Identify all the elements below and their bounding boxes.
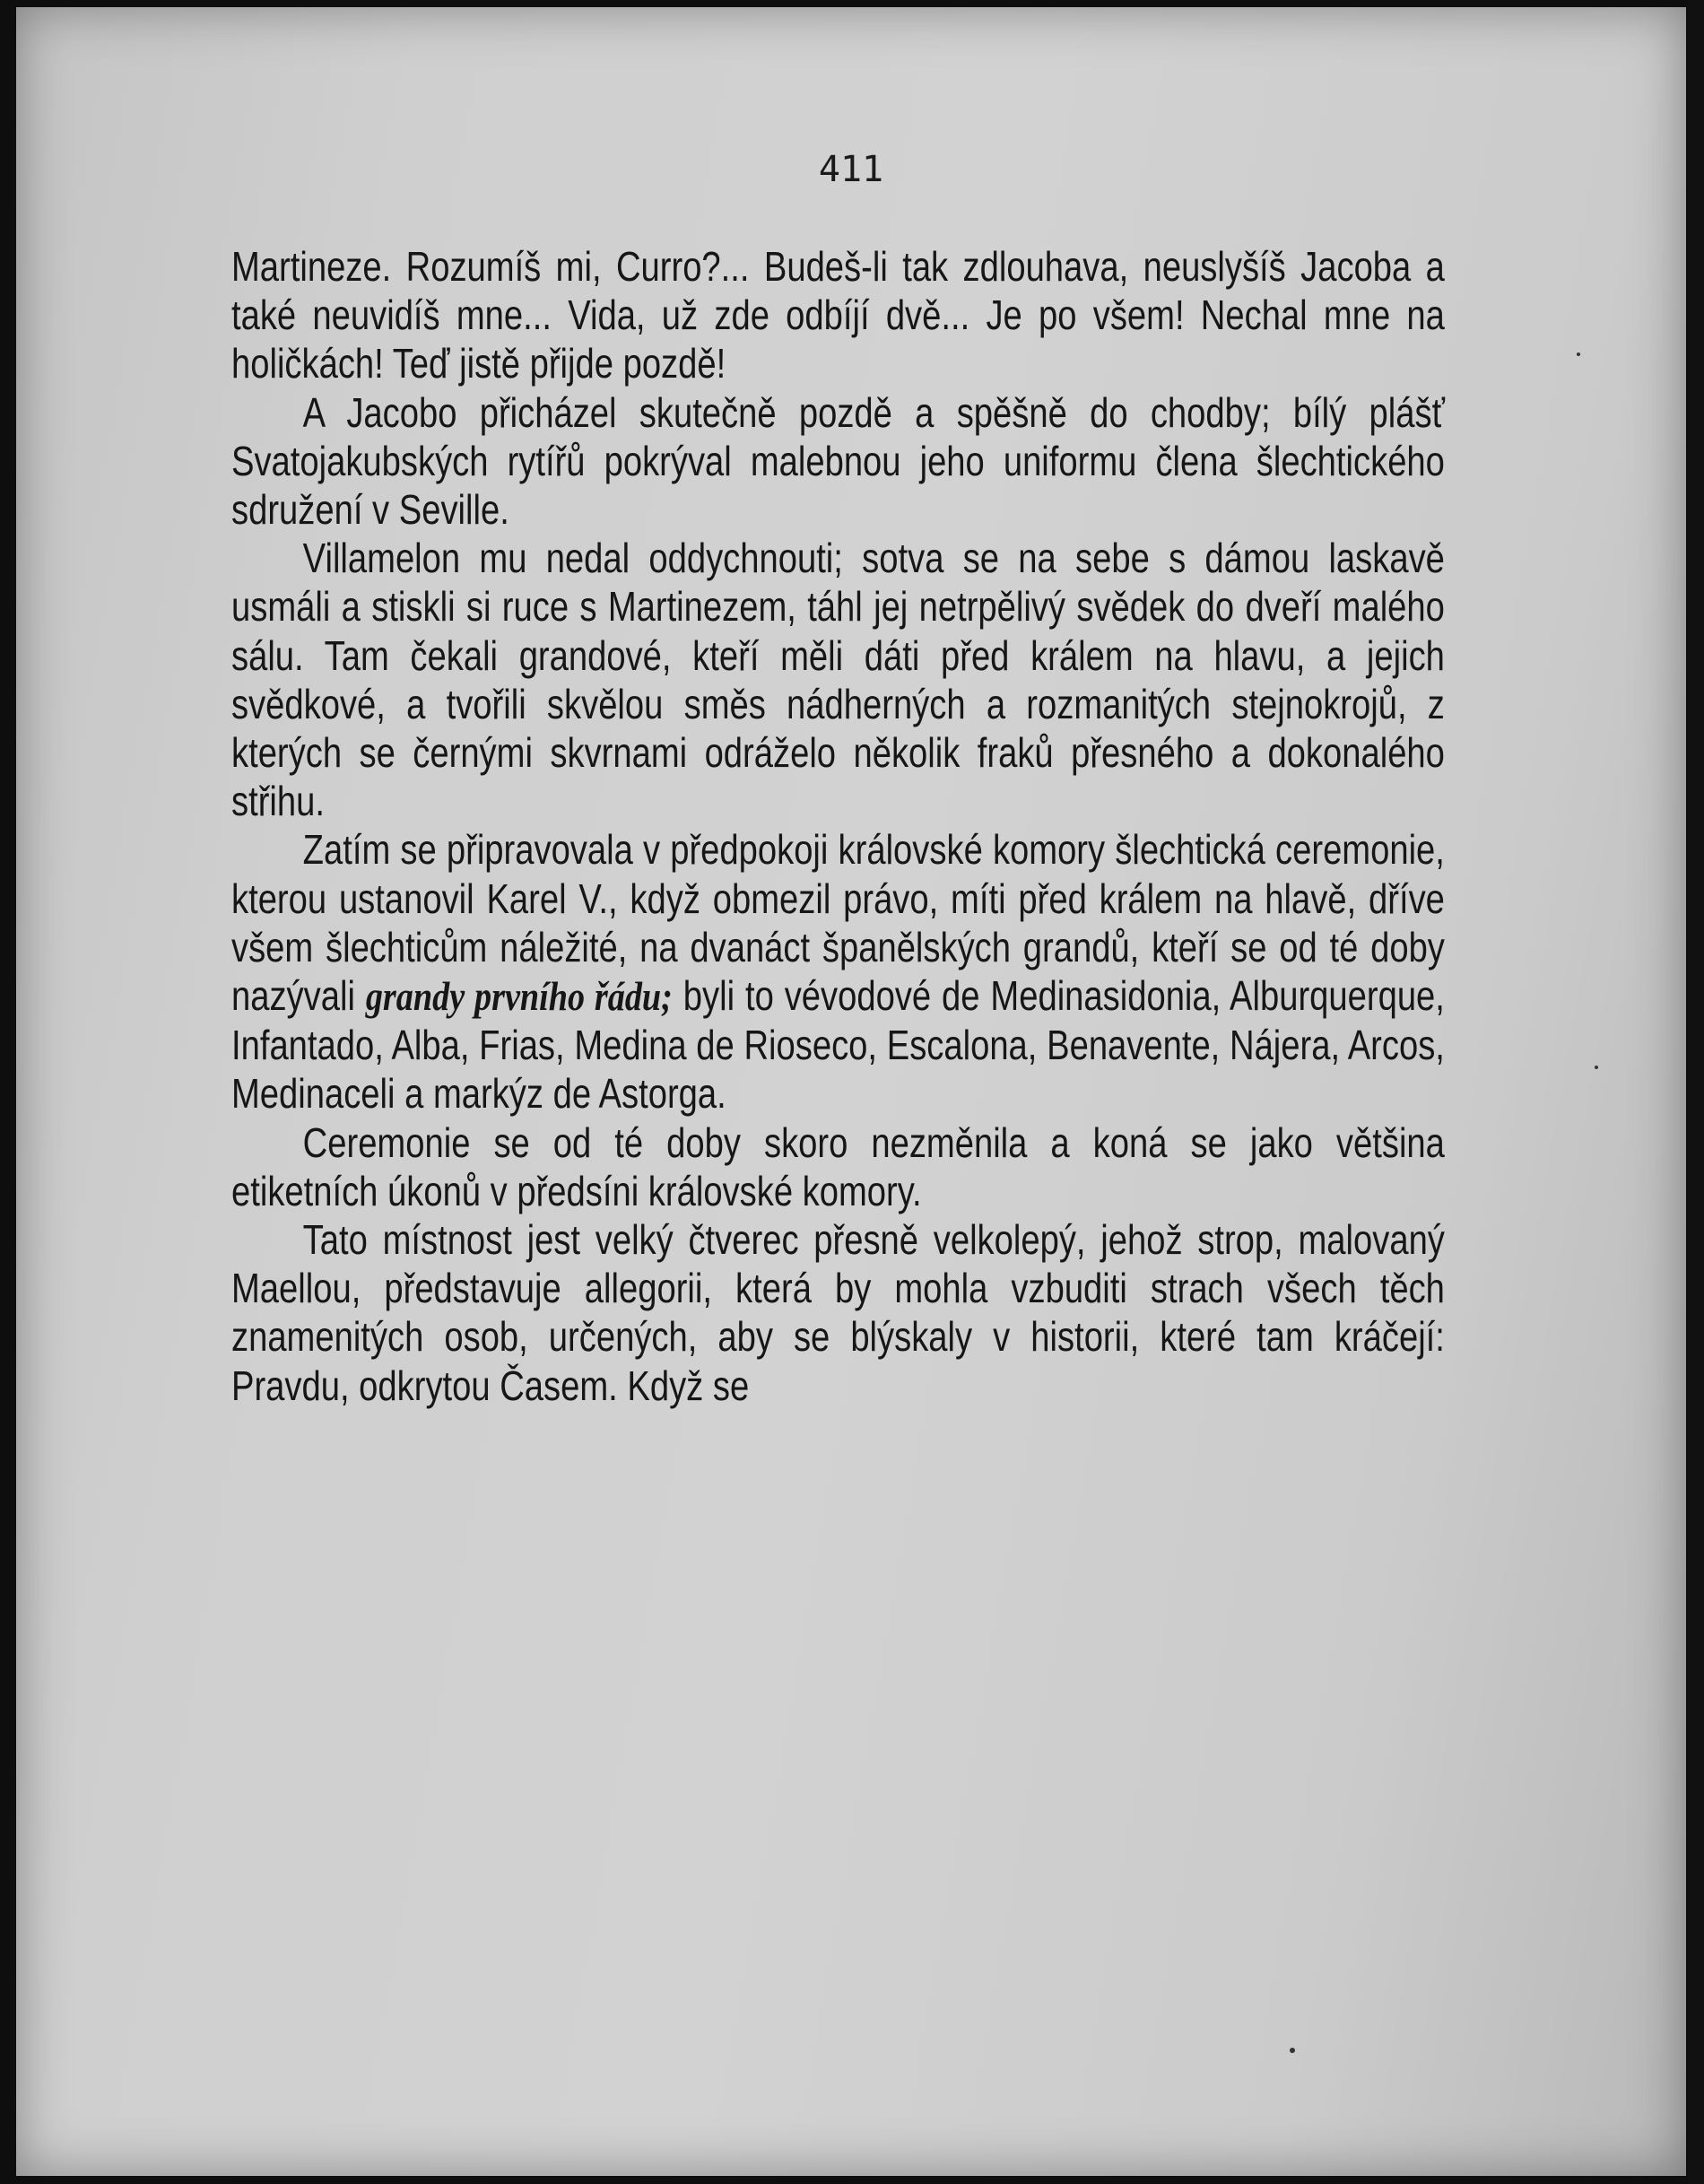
paragraph-4 xyxy=(231,825,1445,1118)
print-speck xyxy=(1290,2048,1295,2053)
page-body-text xyxy=(231,242,1445,1410)
page-number: 411 xyxy=(818,149,884,190)
paragraph-3: Villamelon mu nedal oddychnouti; sotva se na sebe s dámou laskavě usmáli a stiskli si ruce s Martinezem, táhl jej netrpělivý svědek do dveří malého sálu. Tam čekali grandové, kteří měli dáti před králem na hlavu, a jejich svědkové, a tvořili skvělou směs nádherných a rozmanitých stejnokrojů, z kterých se černými skvrnami odráželo několik fraků přesného a dokonalého střihu. xyxy=(231,535,1445,825)
paragraph-4-text-after: byli to vévodové de Medinasidonia, Alburquerque, Infantado, Alba, Frias, Medina de Rioseco, Escalona, Benavente, Nájera, Arcos, Medinaceli a markýz de Astorga. xyxy=(231,972,1445,1118)
paragraph-2: A Jacobo přicházel skutečně pozdě a spěšně do chodby; bílý plášť Svatojakubských rytířů pokrýval malebnou jeho uniformu člena šlechtického sdružení v Seville. xyxy=(231,388,1445,534)
paragraph-1: Martineze. Rozumíš mi, Curro?... Budeš-li tak zdlouhava, neuslyšíš Jacoba a také neuvidíš mne... Vida, už zde odbíjí dvě... Je po všem! Nechal mne na holičkách! Teď jistě přijde pozdě! xyxy=(231,243,1445,387)
paragraph-4-italic-term: grandy prvního řádu; xyxy=(365,973,673,1020)
print-speck xyxy=(1595,1066,1598,1069)
scan-edge xyxy=(1688,0,1704,2184)
book-page xyxy=(16,7,1686,2176)
paragraph-6: Tato místnost jest velký čtverec přesně velkolepý, jehož strop, malovaný Maellou, představuje allegorii, která by mohla vzbuditi strach všech těch znamenitých osob, určených, aby se blýskaly v historii, které tam kráčejí: Pravdu, odkrytou Časem. Když se xyxy=(231,1216,1445,1409)
paragraph-4-text-before: Zatím se připravovala v předpokoji královské komory šlechtická ceremonie, kterou ustanovil Karel V., když obmezil právo, míti před králem na hlavě, dříve všem šlechticům náležité, na dvanáct španělských grandů, kteří se od té doby nazývali xyxy=(231,826,1445,1020)
print-speck xyxy=(1577,352,1580,356)
paragraph-5: Ceremonie se od té doby skoro nezměnila a koná se jako většina etiketních úkonů v předsíni královské komory. xyxy=(231,1118,1445,1214)
